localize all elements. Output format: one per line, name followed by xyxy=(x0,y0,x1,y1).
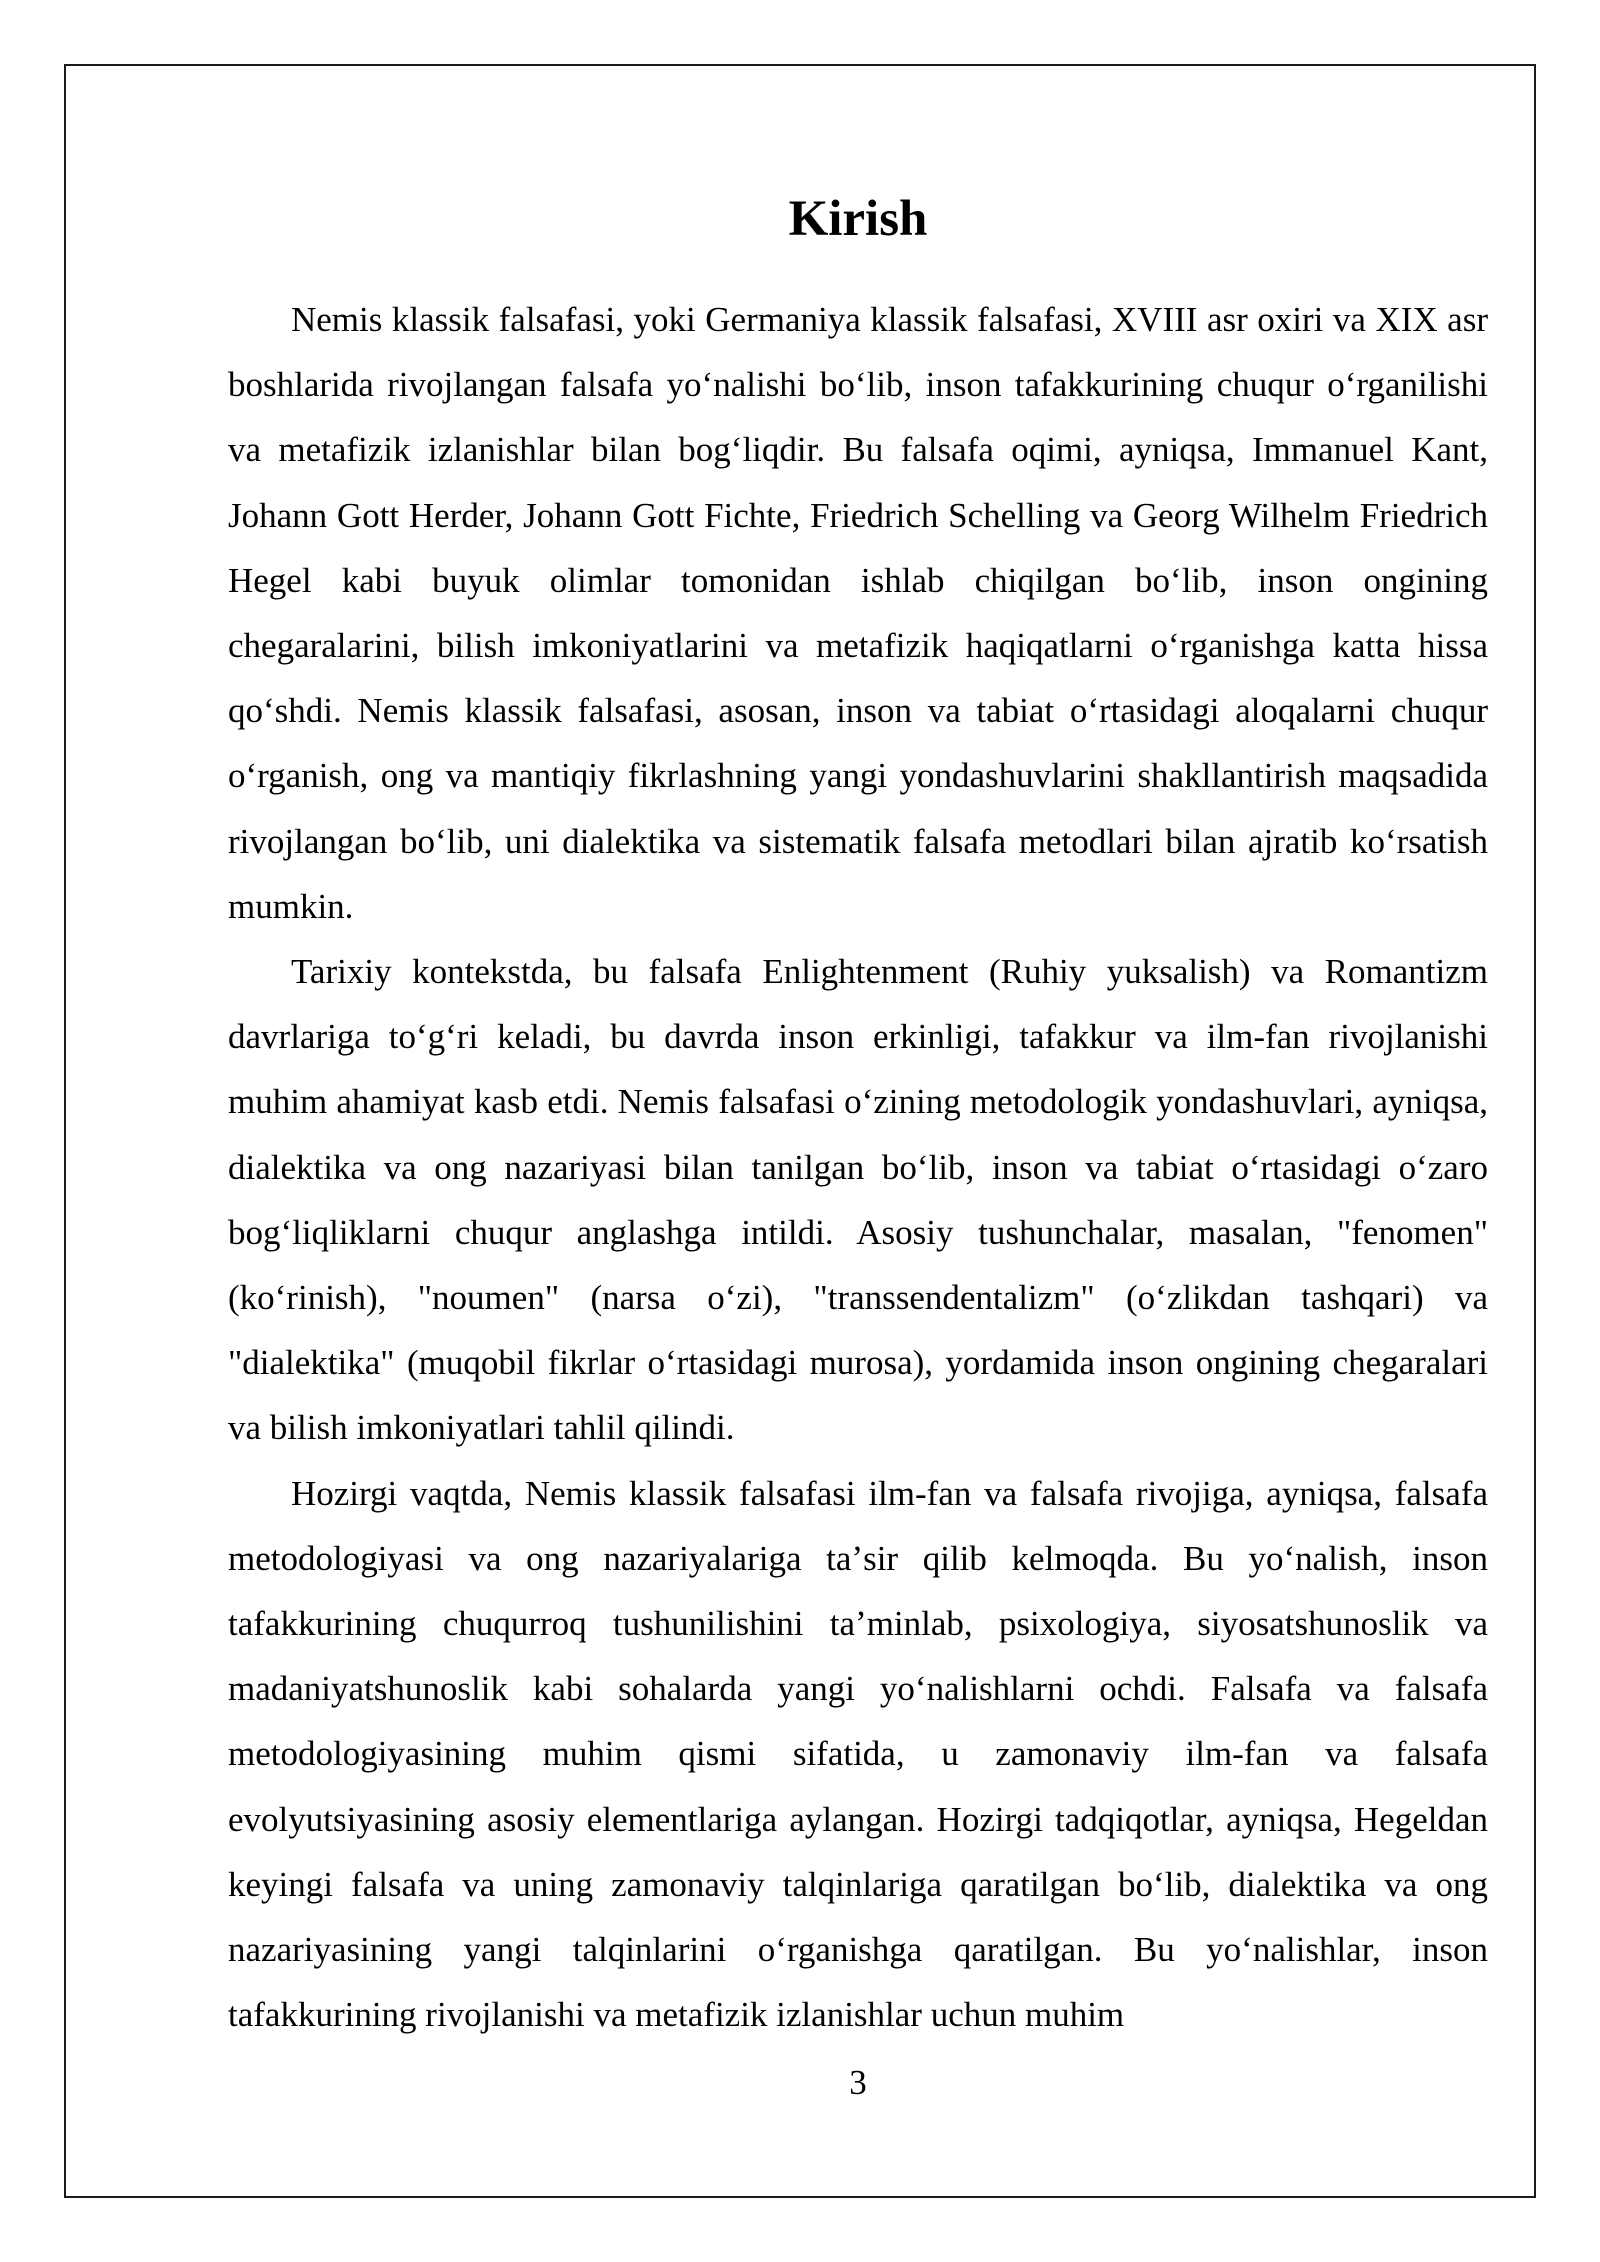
page-title: Kirish xyxy=(788,191,928,248)
page-number: 3 xyxy=(849,2063,867,2102)
paragraph-1: Nemis klassik falsafasi, yoki Germaniya klassik falsafasi, XVIII asr oxiri va XIX asr boshlarida rivojlangan falsafa yoʻnalishi boʻlib, inson tafakkurining chuqur oʻrganilishi va metafizik izlanishlar bilan bogʻliqdir. Bu falsafa oqimi, ayniqsa, Immanuel Kant, Johann Gott Herder, Johann Gott Fichte, Friedrich Schelling va Georg Wilhelm Friedrich Hegel kabi buyuk olimlar tomonidan ishlab chiqilgan boʻlib, inson ongining chegaralarini, bilish imkoniyatlarini va metafizik haqiqatlarni oʻrganishga katta hissa qoʻshdi. Nemis klassik falsafasi, asosan, inson va tabiat oʻrtasidagi aloqalarni chuqur oʻrganish, ong va mantiqiy fikrlashning yangi yondashuvlarini shakllantirish maqsadida rivojlangan boʻlib, uni dialektika va sistematik falsafa metodlari bilan ajratib koʻrsatish mumkin. xyxy=(228,300,1488,926)
paragraph-3: Hozirgi vaqtda, Nemis klassik falsafasi ilm-fan va falsafa rivojiga, ayniqsa, falsafa metodologiyasi va ong nazariyalariga taʼsir qilib kelmoqda. Bu yoʻnalish, inson tafakkurining chuqurroq tushunilishini taʼminlab, psixologiya, siyosatshunoslik va madaniyatshunoslik kabi sohalarda yangi yoʻnalishlarni ochdi. Falsafa va falsafa metodologiyasining muhim qismi sifatida, u zamonaviy ilm-fan va falsafa evolyutsiyasining asosiy elementlariga aylangan. Hozirgi tadqiqotlar, ayniqsa, Hegeldan keyingi falsafa va uning zamonaviy talqinlariga qaratilgan boʻlib, dialektika va ong nazariyasining yangi talqinlarini oʻrganishga qaratilgan. Bu yoʻnalishlar, inson tafakkurining rivojlanishi va metafizik izlanishlar uchun muhim xyxy=(228,1473,1488,2035)
document-body xyxy=(228,287,1488,2047)
paragraph-2: Tarixiy kontekstda, bu falsafa Enlightenment (Ruhiy yuksalish) va Romantizm davrlariga toʻgʻri keladi, bu davrda inson erkinligi, tafakkur va ilm-fan rivojlanishi muhim ahamiyat kasb etdi. Nemis falsafasi oʻzining metodologik yondashuvlari, ayniqsa, dialektika va ong nazariyasi bilan tanilgan boʻlib, inson va tabiat oʻrtasidagi oʻzaro bogʻliqliklarni chuqur anglashga intildi. Asosiy tushunchalar, masalan, "fenomen" (koʻrinish), "noumen" (narsa oʻzi), "transsendentalizm" (oʻzlikdan tashqari) va "dialektika" (muqobil fikrlar oʻrtasidagi murosa), yordamida inson ongining chegaralari va bilish imkoniyatlari tahlil qilindi. xyxy=(228,952,1488,1448)
